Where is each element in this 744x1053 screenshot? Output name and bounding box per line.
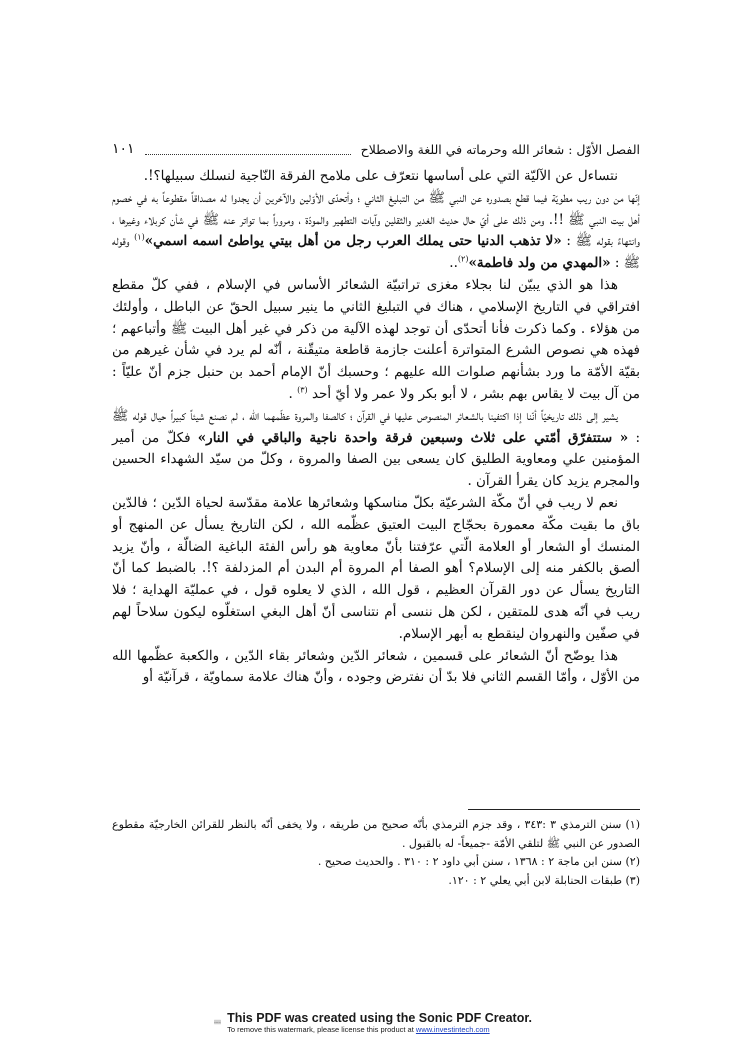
hadith-quote-3: « ستتفرّق أمّتي على ثلاث وسبعين فرقة واحدة ناجية والباقي في النار» xyxy=(197,429,629,446)
watermark-main-text: This PDF was created using the Sonic PDF Creator. xyxy=(227,1010,532,1025)
hadith-quote-1: «لا تذهب الدنيا حتى يملك العرب رجل من أهل بيتي يواطئ اسمه اسمي» xyxy=(144,233,562,250)
paragraph-3 xyxy=(112,275,640,406)
footnotes xyxy=(112,816,640,890)
footnote-ref-2[interactable]: (٢) xyxy=(457,254,469,264)
footnote-3: (٣) طبقات الحنابلة لابن أبي يعلي ٢ : ١٢٠. xyxy=(448,873,640,887)
watermark-sub-text xyxy=(227,1025,532,1034)
paragraph-4 xyxy=(112,406,640,493)
page-header xyxy=(112,138,640,160)
paragraph-3-end: . xyxy=(288,385,298,402)
svg-text:SONIC PDF: SONIC PDF xyxy=(214,1022,221,1024)
body-text xyxy=(112,166,640,689)
footnote-ref-1[interactable]: (١) xyxy=(134,232,145,242)
paragraph-6: هذا يوضّح أنّ الشعائر على قسمين ، شعائر الدّين وشعائر بقاء الدّين ، والكعبة عظّمها الله من الأوّل ، وأمّا القسم الثاني فلا بدّ أن نفترض وجوده ، وأنّ هناك علامة سماويّة ، قرآنيّة أو xyxy=(112,647,640,686)
paragraph-4-text: يشير إلى ذلك تاريخيّاً أنّنا إذا اكتفينا بالشعائر المنصوص عليها في القرآن ؛ كالصفا والمروة عظّمهما الله ، لم نصنع شيئاً كبيراً حيال قوله ﷺ : xyxy=(112,407,641,446)
footnote-2: (٢) سنن ابن ماجة ٢ : ١٣٦٨ ، سنن أبي داود ٢ : ٣١٠ . والحديث صحيح . xyxy=(317,855,640,868)
hadith-quote-2: «المهدي من ولد فاطمة» xyxy=(468,255,611,272)
paragraph-3-text: هذا هو الذي يبيّن لنا بجلاء مغزى تراتبيّة الشعائر الأساس في الإسلام ، ففي كلّ مقطع افتراقي في التاريخ الإسلامي ، هناك في التبليغ الثاني ما ينير سبيل الحقّ عن الباطل ، وأولئك من هؤلاء . وكما ذكرت فأنا أتحدّى أن توجد لهذه الآلية من ذكر في غير أهل البيت ﷺ وأتباعهم ؛ فهذه هي نصوص الشرع المتواترة أعلنت جازمة قاطعة متيقّنة ، أنّه لم يرد في شأن غيرهم من بقيّة الأمّة ما ورد بشأنهم صلوات الله عليهم ؛ وحسبك أنّ الإمام أحمد بن حنبل جزم أنّ عليّاً : من آل بيت لا يقاس بهم بشر ، لا أبو بكر ولا عمر ولا أيّ أحد xyxy=(112,276,640,402)
footnote-ref-3[interactable]: (٣) xyxy=(297,385,308,395)
paragraph-1: نتساءل عن الآليّة التي على أساسها نتعرّف على ملامح الفرقة النّاجية لنسلك سبيلها؟!. xyxy=(143,168,618,184)
footnote-1: (١) سنن الترمذي ٣ :٣٤٣ ، وقد جزم الترمذي بأنّه صحيح من طريقه ، ولا يخفى أنّه بالنظر للقرائن الخارجيّة مقطوع الصدور عن النبي ﷺ لتلقي الأمّة -جميعاً- له بالقبول . xyxy=(112,818,641,850)
pdf-watermark xyxy=(214,1007,532,1037)
watermark-sub-label: To remove this watermark, please license this product at xyxy=(227,1024,414,1034)
paragraph-2-text: إنّها من دون ريب مطويّة فيما قطع بصدوره عن النبي ﷺ من التبليغ الثاني ؛ وأتحدّى الأوّلين والآخرين أن يجدوا له مصداقاً مقطوعاً به في خصوم أهل بيت النبي ﷺ !!. ومن ذلك على أيّ حال حديث الغدير والثقلين وآيات التطهير والمودّة ، ومروراً بما تواتر عنه ﷺ في شأن كربلاء وغيرها ، وانتهاءً بقوله ﷺ : xyxy=(112,189,640,250)
paragraph-2-text-2: وقوله ﷺ : xyxy=(112,233,640,272)
watermark-link[interactable]: www.investintech.com xyxy=(415,1024,490,1034)
header-leader-dots xyxy=(145,144,351,155)
chapter-title: الفصل الأوّل : شعائر الله وحرماته في اللغة والاصطلاح xyxy=(360,141,640,157)
sonic-pdf-logo-icon xyxy=(214,1011,221,1033)
page-number: ١٠١ xyxy=(112,141,135,157)
watermark-text xyxy=(227,1011,532,1034)
paragraph-2-end: .. xyxy=(449,255,458,272)
footnote-divider xyxy=(468,809,640,810)
paragraph-4-text-2: فكلّ من أمير المؤمنين علي ومعاوية الطليق كان يسعى بين الصفا والمروة ، وكلّ من سيّد الشهداء الحسين والمجرم يزيد كان يقرأ القرآن . xyxy=(112,429,640,490)
paragraph-2 xyxy=(112,188,640,275)
paragraph-5: نعم لا ريب في أنّ مكّة الشرعيّة بكلّ مناسكها وشعائرها علامة مقدّسة لحياة الدّين ؛ فالدّين باق ما بقيت مكّة معمورة بحجّاج البيت العتيق عظّمه الله ، لكن التاريخ يسأل عن المنهج أو المنسك أو الشعار أو العلامة الّتي عرّفتنا بأنّ معاوية هو رأس الفئة الباغية الضالّة ، وأنّ يزيد ألصق بالكفر منه إلى الإسلام؟ أهو الصفا أم المروة أم البدن أم المزدلفة ؟!. بالضبط كما أنّ التاريخ يسأل عن دور القرآن العظيم ، قول الله ، الذي لا يعلوه قول ، في عمليّة الهداية ؛ فلا ريب في أنّه هدى للمتقين ، لكن هل ننسى أم نتناسى أنّ أهل البغي استغلّوه ليكون سلاحاً لهم في صفّين والنهروان لينقطع به أبهر الإسلام. xyxy=(112,494,640,642)
